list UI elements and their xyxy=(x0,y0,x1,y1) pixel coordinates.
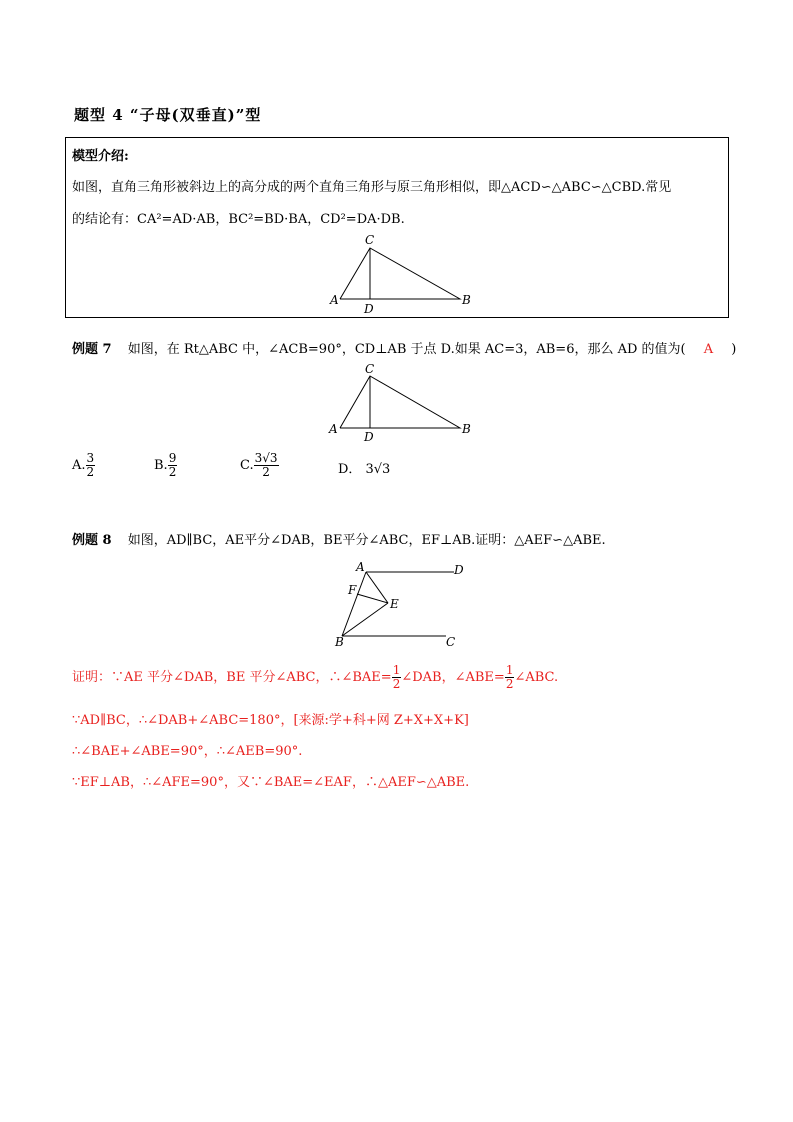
vertex-label-f: F xyxy=(348,583,357,597)
example8-label: 例题 8 xyxy=(72,533,112,548)
vertex-label-c: C xyxy=(365,362,375,376)
example7-label: 例题 7 xyxy=(72,342,112,357)
proof-line-1: 证明：∵AE 平分∠DAB，BE 平分∠ABC，∴∠BAE= $\frac{1}{2}$ ∠DAB，∠ABE= $\frac{1}{2}$ ∠ABC. xyxy=(72,663,559,692)
vertex-label-d: D xyxy=(364,302,374,316)
vertex-label-d: D xyxy=(364,430,374,444)
vertex-label-b: B xyxy=(462,293,471,307)
example8-text: 如图，AD∥BC，AE平分∠DAB，BE平分∠ABC，EF⊥AB.证明：△AEF∽△ABE. xyxy=(127,533,606,548)
example7-triangle-figure xyxy=(320,360,480,444)
proof-line-3: ∴∠BAE+∠ABE=90°，∴∠AEB=90°. xyxy=(72,744,303,759)
option-b[interactable]: B. $\frac{9}{2}$ xyxy=(154,451,177,480)
option-a[interactable]: A. $\frac{3}{2}$ xyxy=(72,451,95,480)
model-description: 如图，直角三角形被斜边上的高分成的两个直角三角形与原三角形相似，即△ACD∽△ABC∽△CBD.常见 xyxy=(72,180,672,195)
example8-question xyxy=(72,529,606,548)
vertex-label-b: B xyxy=(335,635,344,649)
proof-line-2: ∵AD∥BC，∴∠DAB+∠ABC=180°，[来源:学+科+网 Z+X+X+K] xyxy=(72,713,469,728)
vertex-label-a: A xyxy=(330,293,339,307)
model-heading: 模型介绍: xyxy=(72,149,129,164)
example8-figure xyxy=(330,560,480,652)
model-conclusions: 的结论有：CA²=AD·AB，BC²=BD·BA，CD²=DA·DB. xyxy=(72,212,405,227)
example7-answer: A xyxy=(703,342,714,357)
vertex-label-b: B xyxy=(462,422,471,436)
example7-text: 如图，在 Rt△ABC 中，∠ACB=90°，CD⊥AB 于点 D.如果 AC=3，AB=6，那么 AD 的值为( xyxy=(127,342,686,357)
vertex-label-e: E xyxy=(390,597,399,611)
vertex-label-c: C xyxy=(365,233,375,247)
example7-close: ) xyxy=(731,342,737,357)
option-c[interactable]: C. $\frac{3√3}{2}$ xyxy=(240,451,278,480)
option-d[interactable]: D． 3√3 xyxy=(338,462,391,477)
vertex-label-c: C xyxy=(446,635,456,649)
vertex-label-a: A xyxy=(356,560,365,574)
vertex-label-a: A xyxy=(329,422,338,436)
section-title: 题型 4 “子母(双垂直)”型 xyxy=(74,106,262,124)
proof-line-4: ∵EF⊥AB，∴∠AFE=90°，又∵∠BAE=∠EAF，∴△AEF∽△ABE. xyxy=(72,775,470,790)
model-triangle-figure xyxy=(320,232,480,316)
example7-question xyxy=(72,338,736,357)
vertex-label-d: D xyxy=(454,563,464,577)
